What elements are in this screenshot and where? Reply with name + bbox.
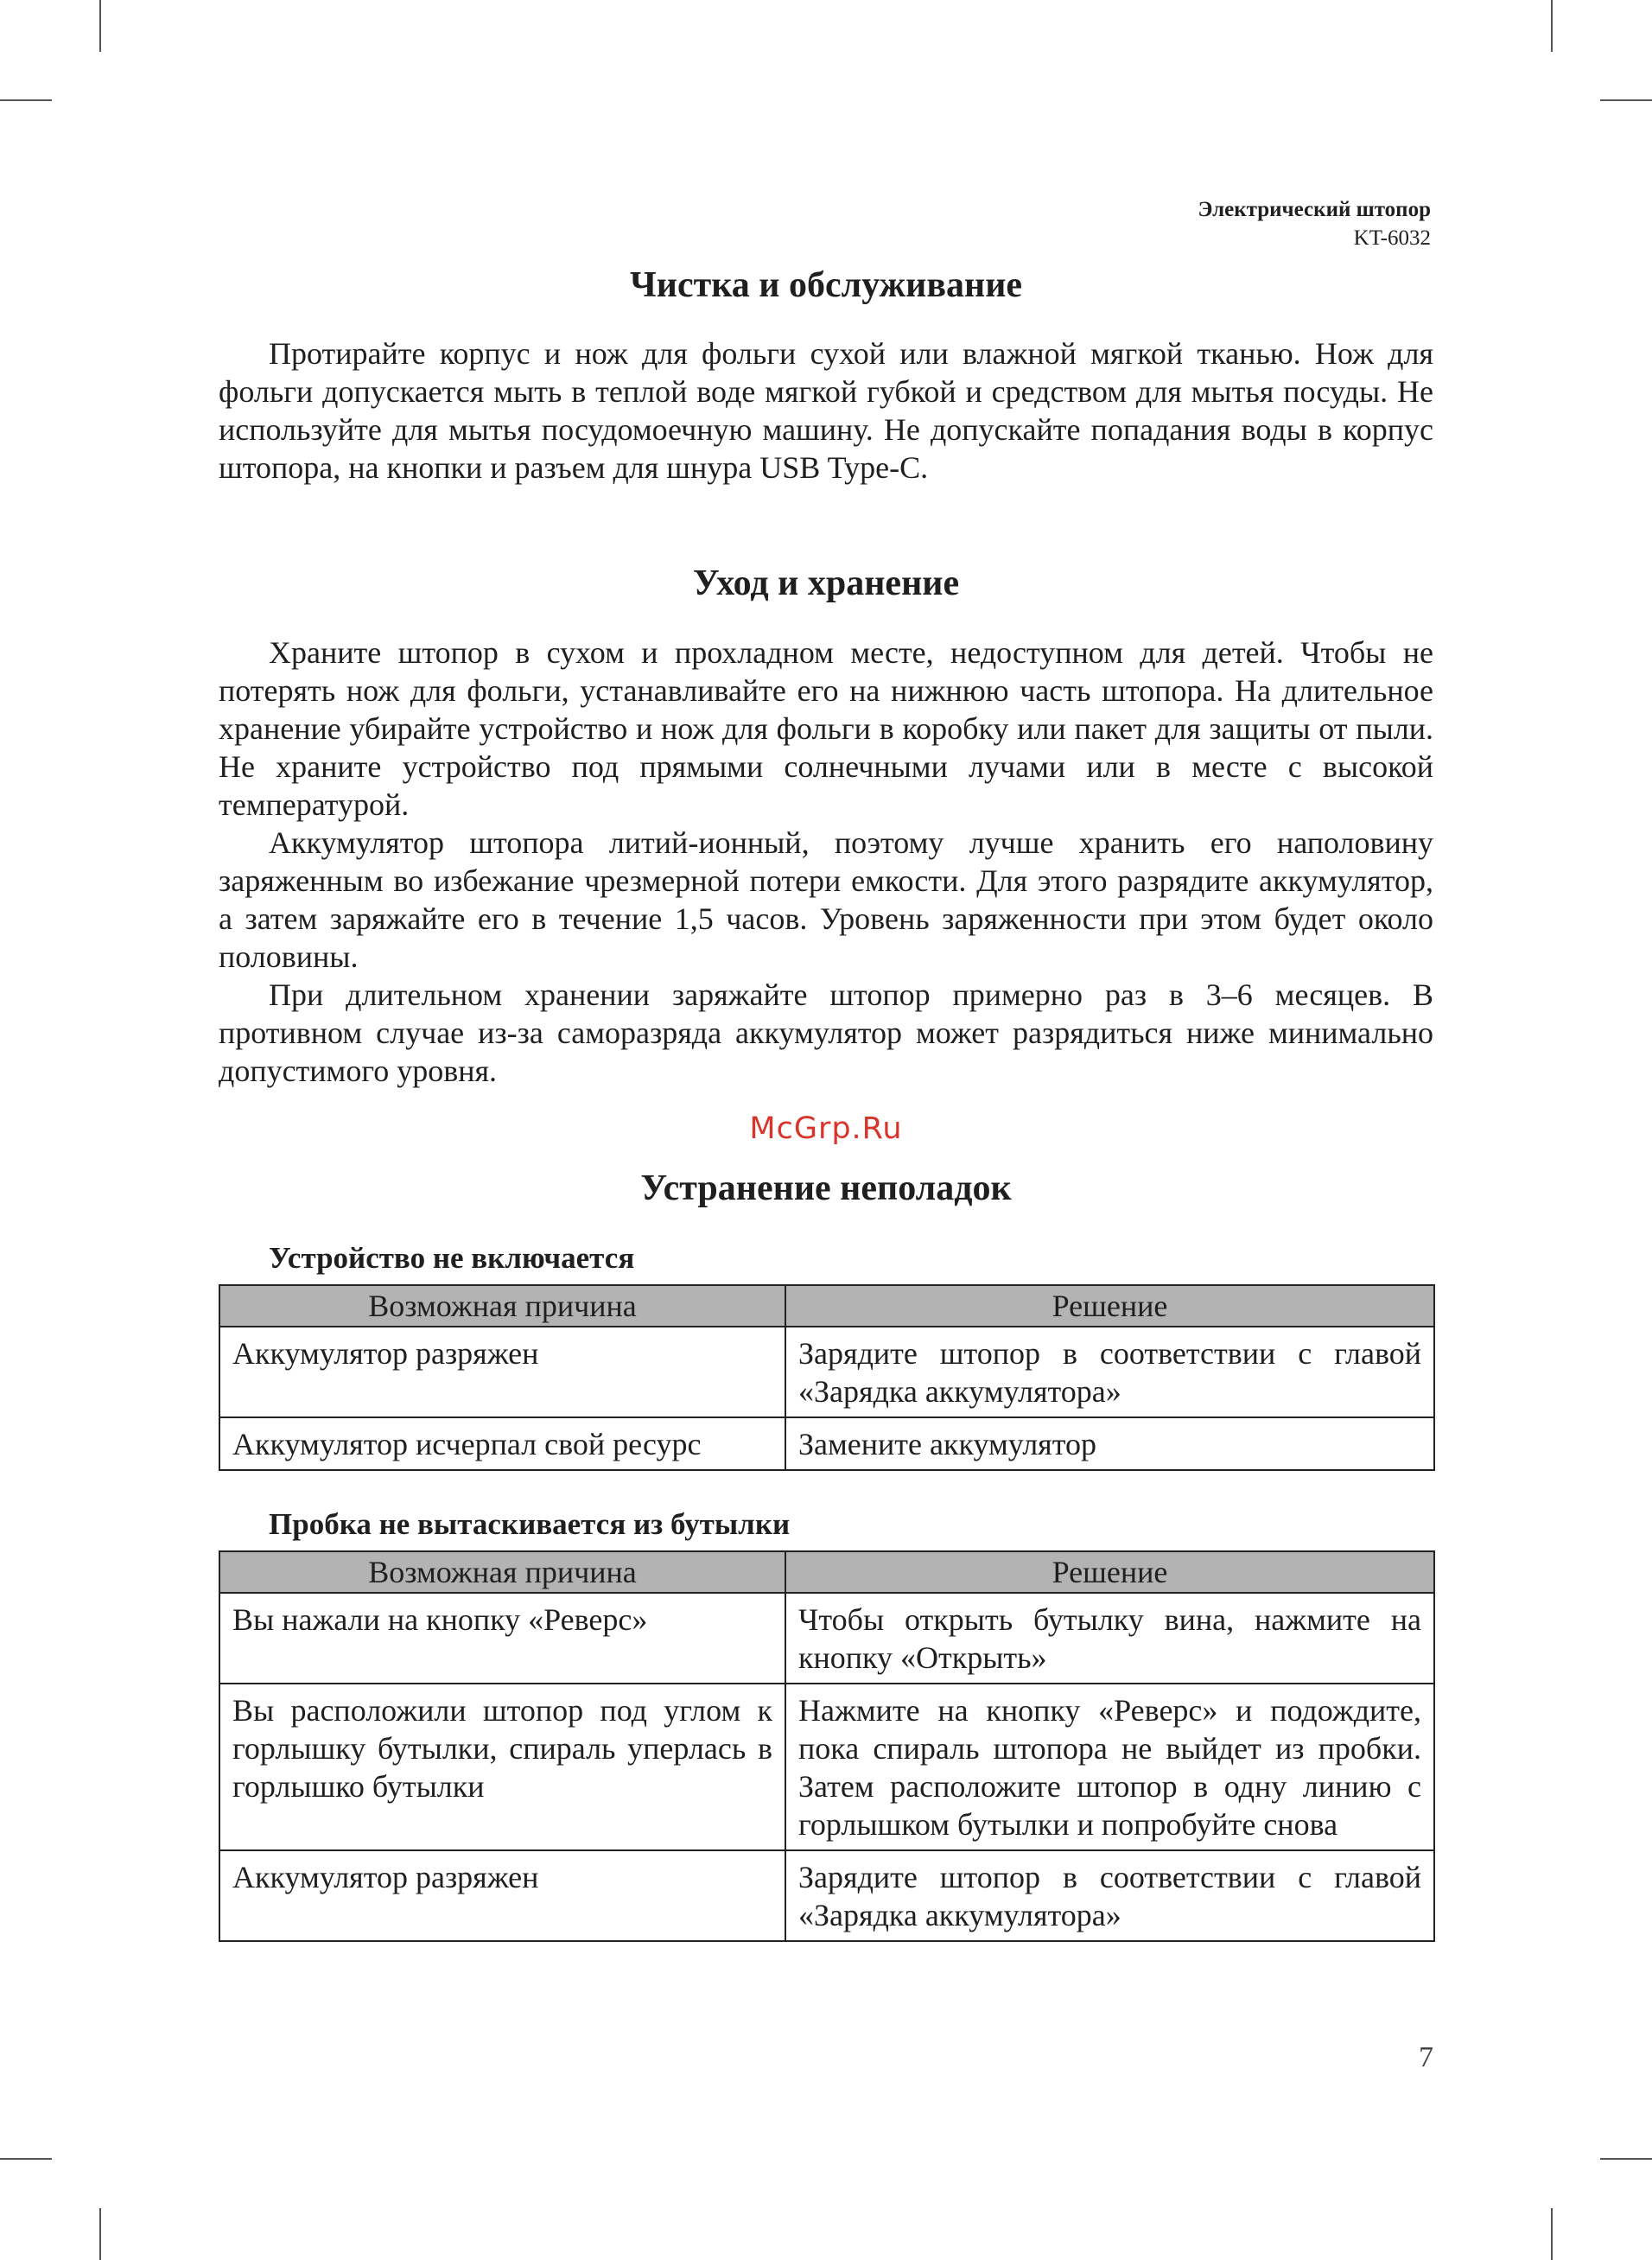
cause-cell: Аккумулятор разряжен — [219, 1850, 785, 1941]
storage-paragraph-1: Храните штопор в сухом и прохладном месте, недоступном для детей. Чтобы не потерять нож для фольги, устанавливайте его на нижнюю часть штопора. На длительное хранение убирайте устройство и нож для фольги в коробку или пакет для защиты от пыли. Не храните устройство под прямыми солнечными лучами или в месте с высокой температурой. — [219, 635, 1433, 822]
solution-cell: Чтобы открыть бутылку вина, нажмите на кнопку «Открыть» — [785, 1593, 1434, 1684]
header-model: KT-6032 — [1353, 226, 1431, 250]
solution-cell: Замените аккумулятор — [785, 1417, 1434, 1470]
table-header-row — [219, 1551, 1434, 1593]
table1-subtitle: Устройство не включается — [269, 1241, 635, 1275]
solution-cell: Зарядите штопор в соответствии с главой «Зарядка аккумулятора» — [785, 1327, 1434, 1417]
watermark-link[interactable]: McGrp.Ru — [749, 1111, 903, 1146]
section-troubleshooting — [219, 1167, 1433, 1942]
crop-mark-right-bottom — [1600, 2158, 1652, 2160]
storage-paragraph-3: При длительном хранении заряжайте штопор примерно раз в 3–6 месяцев. В противном случае из-за саморазряда аккумулятор может разрядиться ниже минимально допустимого уровня. — [219, 977, 1433, 1088]
crop-mark-top-left — [99, 0, 101, 52]
table-row — [219, 1684, 1434, 1850]
running-header — [1198, 195, 1431, 252]
troubleshooting-table-no-power — [219, 1284, 1435, 1471]
solution-cell: Зарядите штопор в соответствии с главой «Зарядка аккумулятора» — [785, 1850, 1434, 1941]
column-header-solution: Решение — [785, 1285, 1434, 1327]
column-header-cause: Возможная причина — [219, 1551, 785, 1593]
solution-cell: Нажмите на кнопку «Реверс» и подождите, пока спираль штопора не выйдет из пробки. Затем расположите штопор в одну линию с горлышком бутылки и попробуйте снова — [785, 1684, 1434, 1850]
table-row — [219, 1850, 1434, 1941]
header-title: Электрический штопор — [1198, 198, 1431, 221]
crop-mark-bottom-right — [1551, 2208, 1553, 2260]
table2-subtitle: Пробка не вытаскивается из бутылки — [269, 1507, 791, 1541]
section-title-cleaning: Чистка и обслуживание — [629, 265, 1023, 305]
table-row — [219, 1417, 1434, 1470]
section-cleaning — [219, 264, 1433, 487]
section-title-storage: Уход и хранение — [692, 563, 960, 603]
section-storage — [219, 562, 1433, 1090]
cause-cell: Вы расположили штопор под углом к горлышку бутылки, спираль уперлась в горлышко бутылки — [219, 1684, 785, 1850]
cleaning-paragraph: Протирайте корпус и нож для фольги сухой или влажной мягкой тканью. Нож для фольги допускается мыть в теплой воде мягкой губкой и средством для мытья посуды. Не используйте для мытья посудомоечную машину. Не допускайте попадания воды в корпус штопора, на кнопки и разъем для шнура USB Type-C. — [219, 336, 1433, 485]
column-header-cause: Возможная причина — [219, 1285, 785, 1327]
crop-mark-top-right — [1551, 0, 1553, 52]
table-row — [219, 1327, 1434, 1417]
cause-cell: Аккумулятор исчерпал свой ресурс — [219, 1417, 785, 1470]
crop-mark-left-top — [0, 99, 52, 101]
crop-mark-right-top — [1600, 99, 1652, 101]
table-row — [219, 1593, 1434, 1684]
table-header-row — [219, 1285, 1434, 1327]
cause-cell: Аккумулятор разряжен — [219, 1327, 785, 1417]
section-title-troubleshooting: Устранение неполадок — [640, 1168, 1012, 1208]
crop-mark-left-bottom — [0, 2158, 52, 2160]
crop-mark-bottom-left — [99, 2208, 101, 2260]
storage-paragraph-2: Аккумулятор штопора литий-ионный, поэтому лучше хранить его наполовину заряженным во избежание чрезмерной потери емкости. Для этого разрядите аккумулятор, а затем заряжайте его в течение 1,5 часов. Уровень заряженности при этом будет около половины. — [219, 825, 1433, 974]
cause-cell: Вы нажали на кнопку «Реверс» — [219, 1593, 785, 1684]
column-header-solution: Решение — [785, 1551, 1434, 1593]
troubleshooting-table-cork-stuck — [219, 1550, 1435, 1942]
page-number: 7 — [1419, 2041, 1433, 2073]
